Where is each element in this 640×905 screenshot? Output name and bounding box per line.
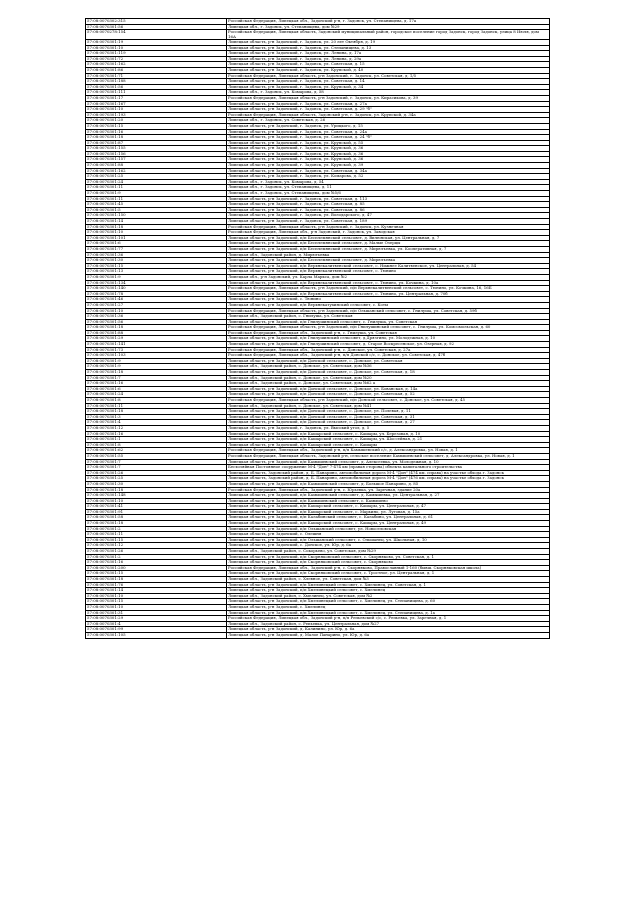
cadastral-number-cell: 57:08:0070301:7: [86, 375, 227, 381]
address-cell: Липецкая область, р-н Задонский, г. Задонск, ул. Крупской, д. 36: [227, 146, 550, 152]
cadastral-number-cell: 57:08:0070301:20: [86, 118, 227, 124]
cadastral-number-cell: 57:08:0070301:1: [86, 437, 227, 443]
cadastral-number-cell: 57:08:0070301:18: [86, 325, 227, 331]
address-cell: Липецкая область, р-н Задонский, п/п Гнилушинский сельсовет, д.Дрязгино, ул. Молодежная, д. 10: [227, 336, 550, 342]
address-cell: Российская Федерация, Липецкая обл., р-н Задонский, г. Задонск, ул. Заводская: [227, 230, 550, 236]
cadastral-number-cell: 57:08:0070301:58: [86, 515, 227, 521]
cadastral-number-cell: 57:08:0070301:41: [86, 504, 227, 510]
cadastral-number-cell: 57:08:0070301:200: [86, 565, 227, 571]
address-cell: Липецкая область, р-н Задонский, г. Задонск, ул. Советская, д. 15: [227, 62, 550, 68]
cadastral-number-cell: 57:08:0070301:11: [86, 403, 227, 409]
address-cell: Липецкая область, р-н Задонский, г. Задонск, ул. Володарского, д. 47: [227, 213, 550, 219]
address-cell: Липецкая обл., Задонский район, с. Гнилуша, ул. Советская: [227, 314, 550, 320]
address-cell: Липецкая область, р-н Задонский, п/п Камышевский сельсовет, с. Камышево: [227, 498, 550, 504]
address-cell: Липецкая область, р-н Задонский, п/п Кашарский сельсовет, с. Кашары, ул. Центральная, д. 47: [227, 504, 550, 510]
cadastral-number-cell: 57:08:0070301:193: [86, 112, 227, 118]
address-cell: Российская Федерация, Липецкая обл., Задонский р-н, п/п Репьевский с/с, с. Репьевка, ул. Заречная, д. 1: [227, 616, 550, 622]
cadastral-number-cell: 57:08:0070301:88: [86, 163, 227, 169]
address-cell: Липецкая область, р-н Задонский, с. Тюнино: [227, 297, 550, 303]
cadastral-number-cell: 57:08:0070301:46: [86, 297, 227, 303]
address-cell: Липецкая область, р-н Задонский, г. Задонск, ул. Советская, д. 24 "б": [227, 135, 550, 141]
cadastral-number-cell: 57:08:0070301:3: [86, 414, 227, 420]
cadastral-number-cell: 57:08:0070301:6: [86, 386, 227, 392]
cadastral-number-cell: 57:08:0070301:8: [86, 398, 227, 404]
address-cell: Липецкая обл., г. Задонск, ул. Комарова, д. 54: [227, 179, 550, 185]
address-cell: Липецкая область, р-н Задонский, г. Задонск, ул. Советская, д. 189: [227, 219, 550, 225]
address-cell: Российская Федерация, Липецкая область, р-н Задонский, п/п Донской сельсовет, с. Донское, ул. Советская, д. 45: [227, 398, 550, 404]
cadastral-number-cell: 57:08:0070301:141: [86, 342, 227, 348]
table-row: [86, 30, 550, 40]
address-cell: Липецкая область, Задонский район, д. Б. Панарино, автомобильная дорога М-4 "Дон" (474 км. справа) на участке обхода г. Задонск: [227, 470, 550, 476]
cadastral-number-cell: 57:08:0070301:111: [86, 90, 227, 96]
address-cell: Липецкая область, р-н Задонский, п/п Донской сельсовет, с. Донское, ул. Советская, д. 18: [227, 370, 550, 376]
address-cell: Бесхозяйная Постоянное сооружение М-4 "Дон" 7-474 км (правая сторона) объекта капитального строительства: [227, 465, 550, 471]
cadastral-number-cell: 57:08:0070301:18: [86, 487, 227, 493]
cadastral-number-cell: 57:08:0070301:27: [86, 302, 227, 308]
cadastral-number-cell: 57:08:0070301:29: [86, 336, 227, 342]
cadastral-number-cell: 57:08:0070301:16: [86, 431, 227, 437]
cadastral-number-cell: 57:08:0070301:62: [86, 448, 227, 454]
cadastral-number-cell: 57:08:0070301:18: [86, 577, 227, 583]
cadastral-number-cell: 57:08:0070301:18: [86, 409, 227, 415]
address-cell: Липецкая область, р-н Задонский, п/п Верхнекатухинский сельсовет, с. Коты: [227, 302, 550, 308]
address-cell: Липецкая обл., г. Задонск, ул. Советская, д. 26: [227, 118, 550, 124]
address-cell: Липецкая область, р-н Задонский, п/п Хмелинецкий сельсовет, с. Хмелинец, ул. Степанищева, д. 1а: [227, 610, 550, 616]
address-cell: Липецкая область, р-н Задонский, с. Хмелинец: [227, 604, 550, 610]
address-cell: Липецкая область, р-н Задонский, п/п Кашарский сельсовет, с. Кашары, ул. Центральная, д. 49: [227, 521, 550, 527]
address-cell: Липецкая область, р-н Задонский, г. Задонск, ул. Высокий угол, д. 5: [227, 425, 550, 431]
cadastral-number-cell: 57:08:0070301:30: [86, 258, 227, 264]
cadastral-number-cell: 57:08:0070302:315: [86, 19, 227, 25]
address-cell: Российская Федерация, Липецкая обл., Задонский р-н, с. Гнилуша, ул. Советская: [227, 330, 550, 336]
cadastral-number-cell: 57:08:0070301:105: [86, 632, 227, 638]
address-cell: Российская Федерация, Липецкая область, р-н Задонский, г. Задонск, ул. Советская, д. 1/5: [227, 73, 550, 79]
address-cell: Российская Федерация, Липецкая обл., Задонский р-н, с. Донское, ул. Советская, д. 27а: [227, 347, 550, 353]
address-cell: Липецкая область, Задонский район, д. Б. Панарино, автомобильная дорога М-4 "Дон" (476 км. справа) на участке обхода г. Задонск: [227, 476, 550, 482]
cadastral-number-cell: 57:08:0070301:15: [86, 123, 227, 129]
cadastral-number-cell: 57:08:0070301:14: [86, 219, 227, 225]
cadastral-number-cell: 57:08:0070301:9: [86, 364, 227, 370]
address-cell: Липецкая область, р-н Задонский, г. Задонск, ул. Советская, д. 27а: [227, 101, 550, 107]
cadastral-number-cell: 57:08:0070301:99: [86, 627, 227, 633]
cadastral-number-cell: 57:08:0070301:101: [86, 235, 227, 241]
address-cell: Липецкая область, р-н Задонский, г. Задонск, ул. Советская, д. 113: [227, 196, 550, 202]
address-cell: Липецкая область, р-н Задонский, п/п Камышевский сельсовет, д. Камышевка, ул. Центральная, д. 27: [227, 493, 550, 499]
address-cell: Российская Федерация, Липецкая область, р-н Задонский, п/п Ольшанский сельсовет, с. Гнилуша, ул. Советская, д. 59б: [227, 308, 550, 314]
cadastral-number-cell: 57:08:0070301:87: [86, 140, 227, 146]
address-cell: Липецкая область, р-н Задонский, п/п Донской сельсовет, с. Донское, ул. Полевая, д. 11: [227, 409, 550, 415]
address-cell: Липецкая область, р-н Задонский, п/п Бесплемянский сельсовет, д. Малые Озерцы: [227, 241, 550, 247]
address-cell: Липецкая обл., г. Задонск, ул. Степанищева, д. 11: [227, 185, 550, 191]
address-cell: Липецкая область, р-н Задонский, п/п Донской сельсовет, с. Донское, ул. Бованская, д. 14а: [227, 386, 550, 392]
address-cell: Липецкая область, р-н Задонский, п/п Скорняковский сельсовет, с. Скорняково: [227, 560, 550, 566]
address-cell: Липецкая обл., Задонский район, с. Донское, ул. Советская, дом №41: [227, 403, 550, 409]
address-cell: Липецкая обл., Задонский район, д. Мирютьевка: [227, 252, 550, 258]
cadastral-number-cell: 57:08:0070301:24: [86, 392, 227, 398]
cadastral-number-cell: 57:08:0070301:45: [86, 202, 227, 208]
cadastral-number-cell: 57:08:0070301:77: [86, 246, 227, 252]
cadastral-number-cell: 57:08:0070301:2: [86, 554, 227, 560]
address-cell: Липецкая область, р-н Задонский, п/п Ольшанский сельсовет, ул. Новоселовская: [227, 526, 550, 532]
cadastral-number-cell: 57:08:0070301:7: [86, 459, 227, 465]
cadastral-number-cell: 57:08:0070301:119: [86, 51, 227, 57]
cadastral-number-cell: 57:08:0070301:16: [86, 560, 227, 566]
cadastral-number-cell: 57:08:0070301:56: [86, 84, 227, 90]
address-cell: Российская Федерация, Липецкая область, р-н Задонский, г. Задонск, ул. Кузнечная: [227, 224, 550, 230]
address-cell: Липецкая область, р-н Задонский, г. Задонск, ул. Степанищева, д. 13: [227, 45, 550, 51]
cadastral-number-cell: 57:08:0070301:76: [86, 582, 227, 588]
address-cell: Липецкая область, р-н Задонский, п/п Донской сельсовет, с. Донское, ул. Советская: [227, 358, 550, 364]
cadastral-number-cell: 57:08:0070301:10: [86, 604, 227, 610]
cadastral-number-cell: 57:08:0070301:26: [86, 470, 227, 476]
address-cell: Российская Федерация, Липецкая область, р-н Задонский, г. Задонск, ул. Кирасикова, д. 39: [227, 95, 550, 101]
cadastral-number-cell: 57:08:0070301:14: [86, 588, 227, 594]
address-cell: Российская Федерация, Липецкая область, р-н Задонский, п/п Верхнекалитвенский сельсовет, с. Тюнино, ул. Кочкина, 16, 16Б: [227, 286, 550, 292]
address-cell: Российская Федерация, Липецкая область, Задонский р-н, сельское поселение Камышевский сельсовет, д. Александровка, ул. Новая, д. 1: [227, 453, 550, 459]
cadastral-number-cell: 57:08:0070301:157: [86, 157, 227, 163]
address-cell: Российская Федерация, Липецкая область, Задонский р-н, г. Задонск, ул. Крупской, д. 34а: [227, 112, 550, 118]
cadastral-number-cell: 57:08:0070301:10: [86, 308, 227, 314]
address-cell: Липецкая обл., Задонский район, с. Хлевное, ул. Советская, дом №3: [227, 577, 550, 583]
cadastral-number-cell: 57:08:0070301:5: [86, 207, 227, 213]
cadastral-number-cell: 57:08:0070301:36: [86, 314, 227, 320]
address-cell: Липецкая область, р-н Задонский, п/п Донской сельсовет, с. Донское, ул. Советская, д. 31: [227, 414, 550, 420]
cadastral-number-cell: 57:08:0070301:167: [86, 101, 227, 107]
cadastral-number-cell: 57:08:0070301:8: [86, 442, 227, 448]
cadastral-number-cell: 57:08:0070301:162: [86, 62, 227, 68]
cadastral-number-cell: 57:08:0070301:18: [86, 521, 227, 527]
address-cell: Липецкая область, р-н Задонский, п/п Камышевский сельсовет, д. Алексеевка, ул. Молодежная, д. 10: [227, 459, 550, 465]
address-cell: Липецкая область, р-н Задонский, г. Задонск, ул. Советская, д. 29 "б": [227, 107, 550, 113]
address-cell: Липецкая область, р-н Задонский, п/п Донской сельсовет, с. Донское, ул. Советская, д. 27: [227, 420, 550, 426]
address-cell: Липецкая обл., г. Задонск, ул. Степанищева, дом №29: [227, 24, 550, 30]
address-cell: Липецкая область, р-н Задонский, г. Задонск, ул. Советская, д. 34а: [227, 168, 550, 174]
address-cell: Липецкая область, р-н Задонский, г. Задонск, ул. Крупской, д. 40: [227, 67, 550, 73]
address-cell: Российская Федерация, Липецкая обл., Задонский р-н, с. Скорняково, Православный 1-160 (бывш. Скорняковская школа): [227, 565, 550, 571]
cadastral-number-cell: 57:08:0070301:19: [86, 40, 227, 46]
address-cell: Липецкая область, р-н Задонский, п/п Верхнекалитвенский сельсовет, с. Тюнино: [227, 269, 550, 275]
address-cell: Липецкая область, р-н Задонский, с. Олешня: [227, 532, 550, 538]
address-cell: Липецкая область, р-н Задонский, г. Задонск, ул. Комарова, д. 52: [227, 174, 550, 180]
cadastral-number-cell: 57:08:0070301:11: [86, 196, 227, 202]
cadastral-number-cell: 57:08:0070301:91: [86, 509, 227, 515]
cadastral-number-cell: 57:08:0070301:7: [86, 465, 227, 471]
cadastral-number-cell: 57:08:0070301:9: [86, 358, 227, 364]
address-cell: Липецкая область, р-н Задонский, с. Донское, ул. Юр, д. 6а: [227, 543, 550, 549]
address-cell: Липецкая область, р-н Задонский, г. Задонск, ул. 20 лет Октября, д. 19: [227, 40, 550, 46]
address-cell: Липецкая область, р-н Задонский, п/п Калабинский сельсовет, с. Калабино, ул. Центральная, д. 61: [227, 515, 550, 521]
cadastral-number-cell: 57:08:0070301:25: [86, 174, 227, 180]
address-cell: Липецкая обл., р-н Задонский, ул. Карла Маркса, дом №2: [227, 274, 550, 280]
cadastral-number-cell: 57:08:0070301:188: [86, 79, 227, 85]
cadastral-number-cell: 57:08:0070301:24: [86, 179, 227, 185]
address-cell: Липецкая обл., Задонский район, с. Донское, ул. Советская, дом №20: [227, 375, 550, 381]
cadastral-number-cell: 57:08:0070301:11: [86, 185, 227, 191]
address-cell: Российская Федерация, Липецкая обл., Задонский р-н, с. Юрьевка, ул. Заречная, здание 20а: [227, 487, 550, 493]
cadastral-number-cell: 57:08:0070301:10: [86, 45, 227, 51]
cadastral-number-cell: 57:08:0070301:17: [86, 95, 227, 101]
cadastral-number-cell: 57:08:0070301:18: [86, 370, 227, 376]
address-cell: Липецкая область, р-н Задонский, г. Задонск, ул. Крупской, д. 55: [227, 140, 550, 146]
cadastral-number-cell: 57:08:0070301:71: [86, 73, 227, 79]
table-row: [86, 632, 550, 638]
address-cell: Липецкая область, р-н Задонский, п/п Хмелинецкий сельсовет, с. Хмелинец, ул. Степанищева, д. 60: [227, 599, 550, 605]
cadastral-number-cell: 57:08:0070301:16: [86, 381, 227, 387]
address-cell: Липецкая область, р-н Задонский, г. Задонск, ул. Крупской, д. 39: [227, 163, 550, 169]
cadastral-number-cell: 57:08:0070301:26: [86, 549, 227, 555]
address-cell: Липецкая область, р-н Задонский, г. Задонск, ул. Советская, д. 14: [227, 79, 550, 85]
cadastral-number-cell: 57:08:0070301:9: [86, 274, 227, 280]
address-cell: Липецкая область, р-н Задонский, п/п Донской сельсовет, с. Донское, ул. Советская, д. 52: [227, 392, 550, 398]
address-cell: Российская Федерация, Липецкая обл., Задонский р-н, п/п Камышевский с/с, д. Александровка, ул. Новая, д. 1: [227, 448, 550, 454]
address-cell: Липецкая область, р-н Задонский, п/п Ольшанский сельсовет, с. Ольшанец, ул. Школьная, д. 10: [227, 537, 550, 543]
address-cell: Липецкая область, р-н Задонский, г. Задонск, ул. Крупской, д. 36: [227, 157, 550, 163]
address-cell: Липецкая область, р-н Задонский, г. Задонск, ул. Крупской, д. 34: [227, 84, 550, 90]
address-cell: Липецкая обл., Задонский район, с. Хмелинец, ул. Советская, дом №2: [227, 593, 550, 599]
address-cell: Липецкая обл., г. Задонск, ул. Степанищева, дом №5/6: [227, 191, 550, 197]
cadastral-number-cell: 57:08:0070301:11: [86, 532, 227, 538]
address-cell: Российская Федерация, Липецкая область, Задонский муниципальный район, городское поселение город Задонск, город Задонск, улица 8 Июля, дом 16А: [227, 30, 550, 40]
address-cell: Российская Федерация, Липецкая обл., Задонский р-н, г. Задонск, ул. Степанищева, д. 17а: [227, 19, 550, 25]
cadastral-number-cell: 57:08:0070301:140: [86, 286, 227, 292]
cadastral-number-cell: 57:08:0070301:134: [86, 280, 227, 286]
address-cell: Липецкая область, р-н Задонский, г. Задонск, ул. Урицкого, д. 15: [227, 123, 550, 129]
cadastral-number-cell: 57:08:0070301:16: [86, 129, 227, 135]
cadastral-number-cell: 57:08:0070301:15: [86, 537, 227, 543]
cadastral-number-cell: 57:08:0070301:155: [86, 146, 227, 152]
address-cell: Липецкая обл., г. Задонск, ул. Комарова, д. 58: [227, 90, 550, 96]
cadastral-number-cell: 57:08:0070301:9: [86, 191, 227, 197]
cadastral-number-cell: 57:08:0070301:15: [86, 571, 227, 577]
cadastral-number-cell: 57:08:0070301:56: [86, 319, 227, 325]
address-cell: Липецкая область, р-н Задонский, г. Задонск, ул. Ленина, д. 17а: [227, 51, 550, 57]
address-cell: Липецкая область, р-н Задонский, п/п Гнилушинский сельсовет, с. Гнилуша, ул. Советская: [227, 319, 550, 325]
address-cell: Липецкая обл., Задонский район, с. Сокорьево, ул. Советская, дом №29: [227, 549, 550, 555]
cadastral-number-cell: 57:08:0070301:73: [86, 347, 227, 353]
table-body: [86, 19, 550, 639]
cadastral-number-cell: 57:08:0070301:25: [86, 476, 227, 482]
address-cell: Липецкая обл., Задонский район, с. Репьевка, ул. Центральная, дом №27: [227, 621, 550, 627]
address-cell: Липецкая область, р-н Задонский, п/п Скорняковский сельсовет, с. Тростное, ул. Центральная, д. 1: [227, 571, 550, 577]
address-cell: Липецкая область, р-н Задонский, п/п Гнилушинский сельсовет, д. Старое Воскресенское, ул. Озерная, д. 92: [227, 342, 550, 348]
address-cell: Липецкая область, р-н Задонский, г. Задонск, ул. Ленина, д. 29а: [227, 56, 550, 62]
address-cell: Липецкая область, р-н Задонский, г. Задонск, ул. Советская, д. 86: [227, 207, 550, 213]
address-cell: Липецкая область, р-н Задонский, п/п Кашарский сельсовет, с. Кашары: [227, 442, 550, 448]
cadastral-number-cell: 57:08:0070301:55: [86, 453, 227, 459]
cadastral-number-cell: 57:08:0070301:10: [86, 107, 227, 113]
cadastral-number-cell: 57:08:0070278:154: [86, 30, 227, 40]
address-cell: Липецкая обл., Задонский район, с. Донское, ул. Советская, дом №62 а: [227, 381, 550, 387]
cadastral-number-cell: 57:08:0070301:4: [86, 420, 227, 426]
address-cell: Липецкая область, р-н Задонский, п/п Кашарский сельсовет, с. Кашары, ул. Шоссейная, д. 21: [227, 437, 550, 443]
cadastral-number-cell: 57:08:0070301:10: [86, 593, 227, 599]
document-table: [85, 18, 550, 639]
cadastral-number-cell: 57:08:0070301:6: [86, 241, 227, 247]
cadastral-number-cell: 57:08:0070301:18: [86, 224, 227, 230]
cadastral-number-cell: 57:08:0070301:2: [86, 526, 227, 532]
address-cell: Липецкая обл., Задонский район, с. Донское, ул. Советская, дом №36: [227, 364, 550, 370]
address-cell: Липецкая область, р-н Задонский, г. Задонск, ул. Советская, д. 24а: [227, 129, 550, 135]
address-cell: Липецкая область, р-н Задонский, г. Задонск, ул. Советская, д. 85: [227, 202, 550, 208]
address-cell: Липецкая область, р-н Задонский, п/п Скорняковский сельсовет, с. Скорняково, ул. Советская, д. 1: [227, 554, 550, 560]
cadastral-number-cell: 57:08:0070301:12: [86, 543, 227, 549]
cadastral-number-cell: 57:08:0070301:86: [86, 67, 227, 73]
address-cell: Липецкая область, р-н Задонский, п/п Хмелинецкий сельсовет, с. Хмелинец, ул. Советская, д. 1: [227, 582, 550, 588]
cadastral-number-cell: 57:08:0070301:4: [86, 621, 227, 627]
address-cell: Липецкая область, р-н Задонский, п/п Кашарский сельсовет, с. Марьино, ул. Луговая, д. 15а: [227, 509, 550, 515]
cadastral-number-cell: 57:08:0070301:10: [86, 498, 227, 504]
cadastral-number-cell: 57:08:0070301:36: [86, 252, 227, 258]
cadastral-number-cell: 57:08:0070301:30: [86, 481, 227, 487]
address-cell: Липецкая область, р-н Задонский, п/п Кашарский сельсовет, с. Кашары, ул. Березовая, д. 10: [227, 431, 550, 437]
address-cell: Липецкая область, р-н Задонский, п/п Верхнекалитвенский сельсовет, с. Нижнее Калитвенское, ул. Центральная, д. 54: [227, 263, 550, 269]
cadastral-number-cell: 57:08:0070301:56: [86, 24, 227, 30]
cadastral-number-cell: 57:08:0070301:162: [86, 168, 227, 174]
cadastral-number-cell: 57:08:0070301:12: [86, 425, 227, 431]
cadastral-number-cell: 57:08:0070301:13: [86, 269, 227, 275]
cadastral-number-cell: 57:08:0070301:156: [86, 151, 227, 157]
address-cell: Липецкая область, р-н Задонский, п/п Верхнекалитвенский сельсовет, с. Тюнино, ул. Центральная, д. 70б: [227, 291, 550, 297]
address-cell: Липецкая область, р-н Задонский, д. Малое Панарино, ул. Юр, д. 6а: [227, 632, 550, 638]
address-cell: Липецкая область, р-н Задонский, п/п Хмелинецкий сельсовет, с. Хмелинец: [227, 588, 550, 594]
address-cell: Липецкая область, р-н Задонский, п/п Верхнекалитвенский сельсовет, с. Тюнино, ул. Кочкина, д. 10а: [227, 280, 550, 286]
cadastral-number-cell: 57:08:0070301:10: [86, 230, 227, 236]
address-cell: Липецкая область, р-н Задонский, п/п Камышевский сельсовет, д. Большое Панарино, д. 85: [227, 481, 550, 487]
address-cell: Российская Федерация, Липецкая обл., Задонский р-н, п/п Донской с/с, с. Донское, ул. Советская, д. 47б: [227, 353, 550, 359]
cadastral-number-cell: 57:08:0070301:88: [86, 330, 227, 336]
cadastral-number-cell: 57:08:0070301:72: [86, 56, 227, 62]
address-cell: Российская Федерация, Липецкая область, р-н Задонский, п/п Гнилушинский сельсовет, с. Гнилуша, ул. Комсомольская, д. 60: [227, 325, 550, 331]
cadastral-number-cell: 57:08:0070301:15: [86, 599, 227, 605]
cadastral-number-cell: 57:08:0070301:150: [86, 213, 227, 219]
address-cell: Липецкая область, р-н Задонский, г. Задонск, ул. Крупской, д. 36: [227, 151, 550, 157]
cadastral-number-cell: 57:08:0070301:18: [86, 135, 227, 141]
address-cell: Липецкая область, р-н Задонский, д. Калинино, ул. Юр, д. 6а: [227, 627, 550, 633]
cadastral-number-cell: 57:08:0070301:29: [86, 616, 227, 622]
address-cell: Липецкая область, р-н Задонский, п/п Бесплемянский сельсовет, д. Мирютьевка: [227, 258, 550, 264]
cadastral-number-cell: 57:08:0070301:78: [86, 291, 227, 297]
address-cell: Липецкая область, р-н Задонский, п/п Бесплемянский сельсовет, д. Мирютьевка, ул. Кооперативная, д. 7: [227, 246, 550, 252]
cadastral-number-cell: 57:08:0070301:103: [86, 353, 227, 359]
address-cell: Липецкая область, р-н Задонский, п/п Бесплемянский сельсовет, д. Вилюнская, ул. Центральная, д. 7: [227, 235, 550, 241]
cadastral-number-cell: 57:08:0070301:15: [86, 263, 227, 269]
cadastral-number-cell: 57:08:0070301:31: [86, 610, 227, 616]
cadastral-number-cell: 57:08:0070301:148: [86, 493, 227, 499]
